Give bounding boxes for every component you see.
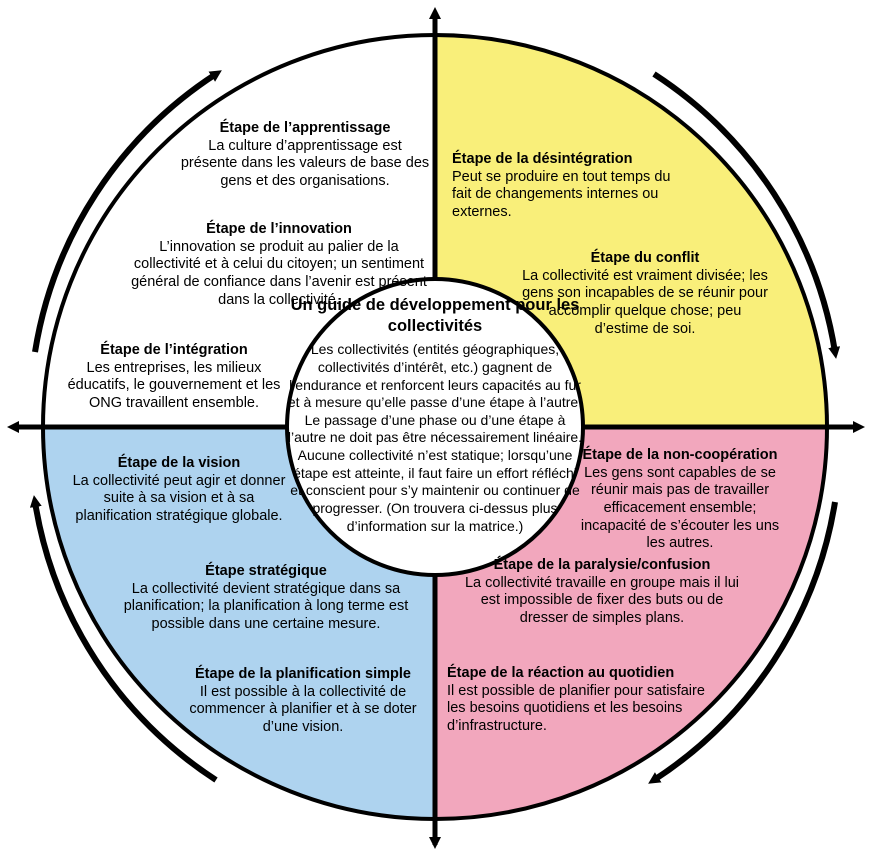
stage-innovation-title: Étape de l’innovation bbox=[206, 221, 352, 237]
stage-reaction-quotidien bbox=[447, 665, 707, 736]
stage-apprentissage-title: Étape de l’apprentissage bbox=[219, 120, 391, 136]
stage-vision-body: La collectivité peut agir et donner suite à sa vision et à sa planification stratégique globale. bbox=[72, 472, 286, 525]
stage-desintegration-title: Étape de la désintégration bbox=[452, 151, 633, 167]
stage-vision-title: Étape de la vision bbox=[117, 455, 241, 471]
stage-conflit bbox=[520, 250, 770, 338]
stage-vision bbox=[68, 455, 290, 526]
stage-conflit-body: La collectivité est vraiment divisée; les gens son incapables de se réunir pour accomplir quelque chose; peu d’estime de soi. bbox=[522, 267, 768, 337]
stage-integration bbox=[63, 342, 285, 413]
stage-reaction-quotidien-title: Étape de la réaction au quotidien bbox=[447, 665, 675, 681]
stage-integration-body: Les entreprises, les milieux éducatifs, le gouvernement et les ONG travaillent ensemble. bbox=[67, 359, 281, 412]
stage-apprentissage bbox=[180, 120, 430, 191]
stage-apprentissage-body: La culture d’apprentissage est présente dans les valeurs de base des gens et des organisations. bbox=[180, 137, 430, 190]
stage-planification-simple-title: Étape de la planification simple bbox=[195, 666, 411, 682]
stage-integration-title: Étape de l’intégration bbox=[100, 342, 248, 358]
stage-strategique-body: La collectivité devient stratégique dans sa planification; la planification à long terme est possible dans une certaine mesure. bbox=[123, 580, 409, 633]
stage-paralysie-confusion bbox=[457, 557, 747, 628]
stage-conflit-title: Étape du conflit bbox=[590, 250, 700, 266]
stage-desintegration-body: Peut se produire en tout temps du fait de changements internes ou externes. bbox=[452, 168, 671, 221]
stage-non-cooperation-title: Étape de la non-coopération bbox=[582, 447, 778, 463]
stage-non-cooperation bbox=[575, 447, 785, 553]
stage-paralysie-confusion-title: Étape de la paralysie/confusion bbox=[493, 557, 711, 573]
stage-strategique-title: Étape stratégique bbox=[205, 563, 327, 579]
stage-non-cooperation-body: Les gens sont capables de se réunir mais pas de travailler efficacement ensemble; incapacité de s’écouter les uns les autres. bbox=[580, 464, 780, 552]
stage-planification-simple bbox=[178, 666, 428, 737]
stage-planification-simple-body: Il est possible à la collectivité de commencer à planifier et à se doter d’une vision. bbox=[189, 683, 417, 736]
center-title: Un guide de développement pour les collectivités bbox=[290, 296, 580, 335]
stage-strategique bbox=[105, 563, 427, 634]
stage-reaction-quotidien-body: Il est possible de planifier pour satisfaire les besoins quotidiens et les besoins d’infrastructure. bbox=[447, 682, 705, 735]
stage-innovation-body: L’innovation se produit au palier de la collectivité et à celui du citoyen; un sentiment général de confiance dans l’avenir est présent dans la collectivité. bbox=[131, 238, 427, 308]
center-body: Les collectivités (entités géographiques, collectivités d’intérêt, etc.) gagnent de l’endurance et renforcent leurs capacités au fur et à mesure qu’elle passe d’une étape à l’autre. Le passage d’une phase ou d’une étape à l’autre ne doit pas être nécessairement linéaire. Aucune collectivité n’est statique; lorsqu’une étape est atteinte, il faut faire un effort réfléchi et conscient pour s’y maintenir ou continuer de progresser. (On trouvera ci-dessus plus d’information sur la matrice.) bbox=[287, 341, 583, 534]
stage-desintegration bbox=[452, 151, 687, 222]
stage-innovation bbox=[128, 221, 430, 309]
stage-paralysie-confusion-body: La collectivité travaille en groupe mais il lui est impossible de fixer des buts ou de dresser de simples plans. bbox=[464, 574, 740, 627]
